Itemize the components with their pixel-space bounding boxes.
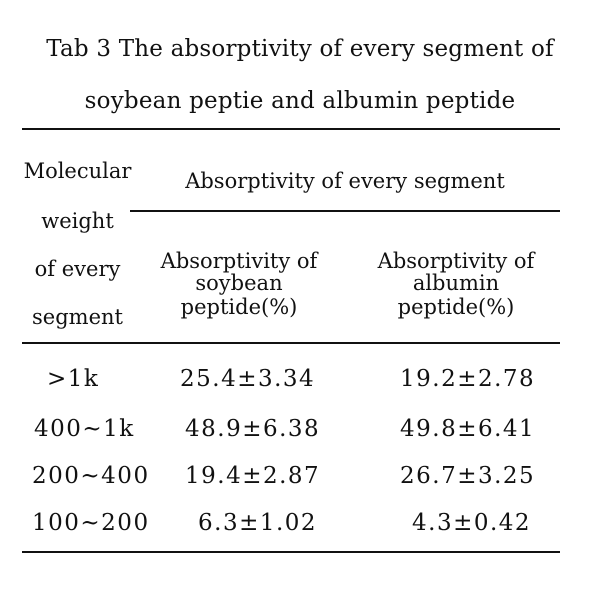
soybean-value-cell: 6.3±1.02 — [198, 510, 318, 536]
albumin-value-cell: 49.8±6.41 — [400, 416, 536, 442]
table-caption-line-1: Tab 3 The absorptivity of every segment of — [46, 36, 554, 62]
header-row-label-line-4: segment — [32, 305, 123, 329]
header-row-label-line-2: weight — [41, 209, 114, 233]
albumin-value-cell: 4.3±0.42 — [412, 510, 532, 536]
table-caption-line-2: soybean peptie and albumin peptide — [84, 88, 516, 114]
header-col-soybean-line-1: Absorptivity of soybean — [160, 249, 318, 295]
segment-cell: 400~1k — [34, 416, 135, 442]
header-row-label-line-3: of every — [34, 257, 121, 281]
segment-cell: 100~200 — [32, 510, 150, 536]
group-rule — [130, 210, 560, 212]
header-col-albumin-line-2: peptide(%) — [397, 295, 515, 319]
header-row-label-line-1: Molecular — [23, 159, 132, 183]
header-bottom-rule — [22, 342, 560, 344]
albumin-value-cell: 19.2±2.78 — [400, 366, 536, 392]
soybean-value-cell: 48.9±6.38 — [185, 416, 321, 442]
segment-cell: 200~400 — [32, 463, 150, 489]
header-col-soybean-line-2: peptide(%) — [180, 295, 298, 319]
soybean-value-cell: 19.4±2.87 — [185, 463, 321, 489]
bottom-rule — [22, 551, 560, 553]
soybean-value-cell: 25.4±3.34 — [180, 366, 316, 392]
header-group-label: Absorptivity of every segment — [185, 169, 505, 193]
albumin-value-cell: 26.7±3.25 — [400, 463, 536, 489]
top-rule — [22, 128, 560, 130]
header-col-albumin-line-1: Absorptivity of albumin — [377, 249, 535, 295]
segment-cell: >1k — [47, 366, 100, 392]
